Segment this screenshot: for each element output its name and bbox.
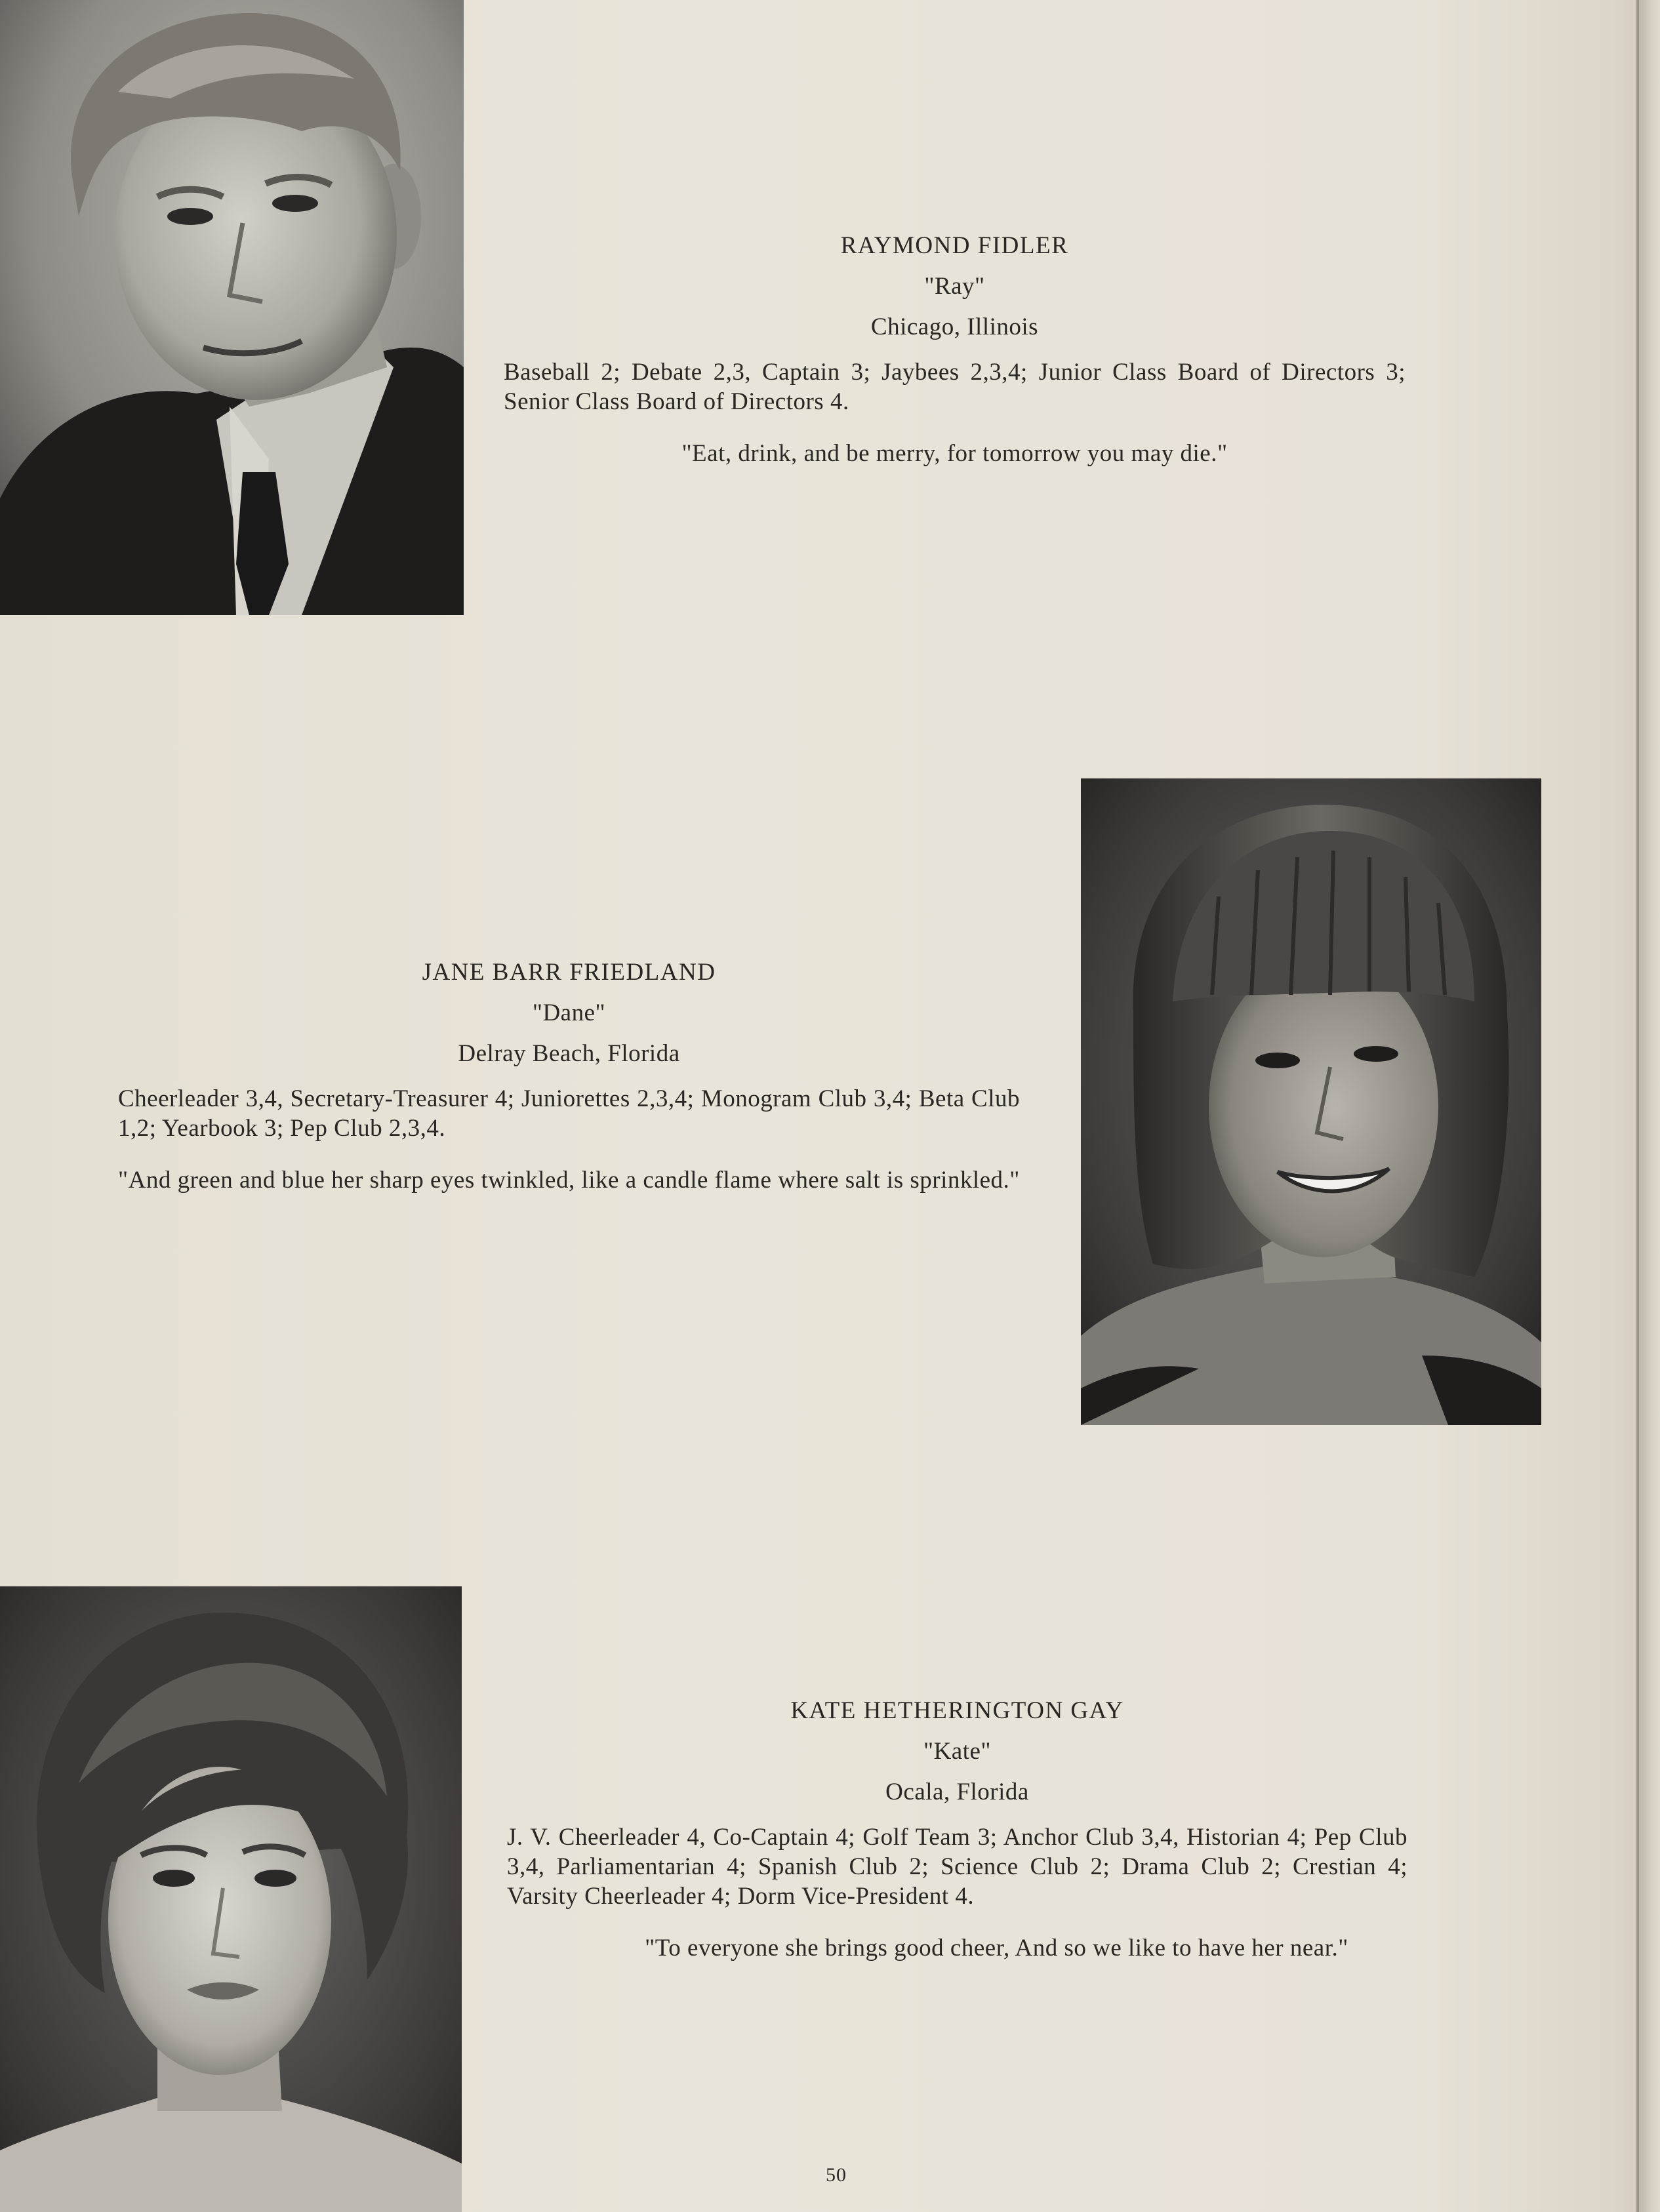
student-activities: Cheerleader 3,4, Secretary-Treasurer 4; Juniorettes 2,3,4; Monogram Club 3,4; Beta Club 1,2; Yearbook 3; Pep Club 2,3,4. <box>118 1085 1020 1142</box>
student-entry-jane-barr-friedland <box>118 957 1020 1195</box>
portrait-photo-raymond-fidler <box>0 0 464 615</box>
student-hometown: Chicago, Illinois <box>870 313 1039 340</box>
student-quote: "To everyone she brings good cheer, And so we like to have her near." <box>645 1935 1348 1961</box>
portrait-photo-jane-barr-friedland <box>1081 778 1541 1425</box>
student-entry-kate-hetherington-gay <box>507 1696 1407 1963</box>
page-edge-shadow <box>1639 0 1660 2212</box>
student-activities: J. V. Cheerleader 4, Co-Captain 4; Golf Team 3; Anchor Club 3,4, Historian 4; Pep Club 3,4, Parliamentarian 4; Spanish Club 2; Science Club 2; Drama Club 2; Crestian 4; Varsity Cheerleader 4; Dorm Vice-President 4. <box>507 1824 1407 1910</box>
student-name: JANE BARR FRIEDLAND <box>422 959 716 986</box>
student-quote: "Eat, drink, and be merry, for tomorrow you may die." <box>681 440 1228 467</box>
student-nickname: "Kate" <box>923 1738 992 1765</box>
student-entry-raymond-fidler <box>504 231 1406 468</box>
student-nickname: "Ray" <box>924 273 985 300</box>
student-nickname: "Dane" <box>532 999 606 1026</box>
page-number: 50 <box>826 2164 847 2186</box>
student-name: RAYMOND FIDLER <box>840 232 1069 259</box>
portrait-photo-kate-hetherington-gay <box>0 1586 462 2212</box>
student-hometown: Ocala, Florida <box>885 1779 1029 1805</box>
student-hometown: Delray Beach, Florida <box>458 1040 680 1067</box>
student-quote: "And green and blue her sharp eyes twinkled, like a candle flame where salt is sprinkled." <box>118 1167 1020 1194</box>
student-name: KATE HETHERINGTON GAY <box>790 1697 1124 1724</box>
student-activities: Baseball 2; Debate 2,3, Captain 3; Jaybees 2,3,4; Junior Class Board of Directors 3; Senior Class Board of Directors 4. <box>504 359 1406 415</box>
